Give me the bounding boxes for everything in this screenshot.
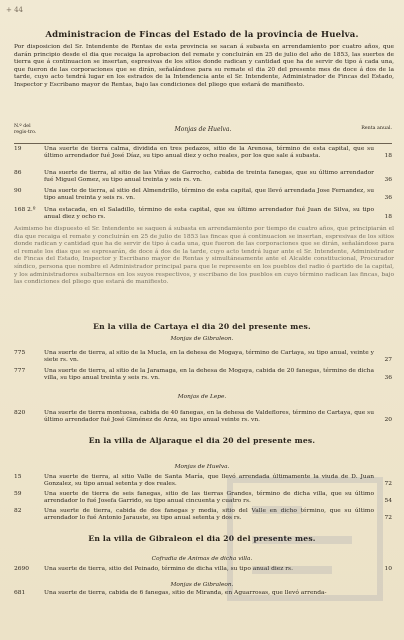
second-paragraph: Asimismo he dispuesto el Sr. Intendente se saquen á subasta en arrendamiento por tiempo de cuatro años, que principiarán el dia que recaiga el remate y concluirán en 25 de julio de 1853 las fincas que á continuacion se insertan, espresivas de los sitios donde radican y cantidad que ha de servir de tipo á cada una, que fueron de las corporaciones que se dirán, señalándose para el remate los dias que se espresarán, de doce á dos de la tarde, cuyo acto tendrá lugar ante el Sr. Intendente, Administrador de Fincas del Estado, Inspector y Escribano mayor de Rentas y simultáneamente ante el Alcalde constitucional, Procurador síndico, persona que nombre el Administrador principal para que le represente en los pueblos del radio ó partido de la capital, y los administradores subalternos en los suyos respectivos, y escribano de los pueblos en cuyo término radican las fincas, bajo las condiciones del pliego que estará de manifiesto. <box>14 226 394 286</box>
list-item <box>14 188 392 203</box>
entry-number: 681 <box>14 590 26 596</box>
section-title-aljaraque: En la villa de Aljaraque el dia 20 del presente mes. <box>88 436 316 445</box>
entry-rent: 20 <box>384 417 392 424</box>
entry-number: 2690 <box>14 566 29 572</box>
list-item <box>14 410 392 425</box>
list-item <box>14 146 392 161</box>
entry-number: 775 <box>14 350 26 356</box>
entry-number: 15 <box>14 474 22 480</box>
entry-rent: 18 <box>384 214 392 221</box>
entry-rent: 36 <box>384 375 392 382</box>
library-watermark <box>222 470 392 610</box>
page-title: Administracion de Fincas del Estado de la provincia de Huelva. <box>45 30 359 40</box>
entry-text: Una suerte de tierra, cabida de dos fanegas y media, sitio del Valle en dicho término, que su último arrendador lo fué Antonio Jarauste, su tipo anual setenta y dos rs. <box>44 508 374 522</box>
intro-paragraph: Por disposicion del Sr. Intendente de Rentas de esta provincia se sacan á subasta en arrendamiento por cuatro años, que darán principio desde el dia que recaiga la aprobacion del remate y concluirán en 25 de julio del año de 1853, las suertes de tierra que á continuacion se insertan, espresivas de los sitios donde radican y cantidad que ha de servir de tipo á cada una, que fueron de las corporaciones que se dirán, señalándose para su remate el dia 20 del presente mes de doce á dos de la tarde, cuyo acto tendrá lugar en los estrados de la Intendencia ante el Sr. Intendente, Administrador de Fincas del Estado, Inspector y Escribano mayor de Rentas, bajo las condiciones del pliego que estará de manifiesto. <box>14 44 394 88</box>
header-registry-number: N.º del regis-tro. <box>14 124 37 135</box>
entry-number: 90 <box>14 188 22 194</box>
entry-rent: 10 <box>384 566 392 572</box>
entry-text: Una suerte de tierra, sitio del Peinado, término de dicha villa, su tipo anual diez rs. <box>44 566 293 572</box>
entry-rent: 18 <box>384 153 392 160</box>
entry-rent: 36 <box>384 195 392 202</box>
entry-text: Una suerte de tierra, al sitio del Almendrillo, término de esta capital, que llevó arrendada Jose Fernandez, su tipo anual treinta y seis rs. vn. <box>44 188 374 202</box>
entry-text: Una suerte de tierra, al sitio de la Mucla, en la dehesa de Mogaya, término de Cartaya, su tipo anual, veinte y siete rs. vn. <box>44 350 374 364</box>
entry-text: Una suerte de tierra, cabida de 6 fanegas, sitio de Miranda, en Aguarrosas, que llevó arrenda- <box>44 590 327 596</box>
section-subtitle: Monjas de Gibraleon. <box>170 582 234 588</box>
list-item <box>14 170 392 185</box>
entry-text: Una suerte de tierra, al sitio Valle de Santa María, que llevó arrendada últimamente la viuda de D. Juan Gonzalez, su tipo anual setenta y dos reales. <box>44 474 374 488</box>
section-subtitle: Monjas de Huelva. <box>174 464 230 470</box>
entry-rent: 54 <box>384 498 392 505</box>
header-owner: Monjas de Huelva. <box>174 126 232 133</box>
entry-number: 168 2.º <box>14 207 36 213</box>
header-annual-rent: Renta anual. <box>361 126 392 131</box>
list-item <box>14 368 392 383</box>
entry-text: Una suerte de tierra, al sitio de las Viñas de Garrocho, cabida de treinta fanegas, que su último arrendador fué Miguel Gomez, su tipo anual treinta y seis rs. vn. <box>44 170 374 184</box>
section-title-cartaya: En la villa de Cartaya el dia 20 del presente mes. <box>93 322 311 331</box>
watermark-emblem-icon <box>222 470 392 610</box>
entry-text: Una suerte de tierra calma, dividida en tres pedazos, sitio de la Arenosa, término de esta capital, que su último arrendador fué José Díaz, su tipo anual diez y ocho reales, por los que sale á subasta. <box>44 146 374 160</box>
archive-mark: + 44 <box>6 6 23 14</box>
section-title-gibraleon: En la villa de Gibraleon el dia 20 del presente mes. <box>88 534 316 543</box>
entry-rent: 36 <box>384 177 392 184</box>
entry-text: Una suerte de tierra de seis fanegas, sitio de las tierras Grandes, término de dicha villa, que su último arrendador lo fué Josefa Garrido, su tipo anual cincuenta y cuatro rs. <box>44 491 374 505</box>
entry-number: 777 <box>14 368 26 374</box>
entry-rent: 72 <box>384 481 392 488</box>
list-item <box>14 350 392 365</box>
section-subtitle: Cofradia de Animas de dicha villa. <box>151 556 253 562</box>
entry-number: 820 <box>14 410 26 416</box>
entry-number: 82 <box>14 508 22 514</box>
entry-text: Una estacada, en el Saladillo, término de esta capital, que su último arrendador fué Juan de Silva, su tipo anual diez y ocho rs. <box>44 207 374 221</box>
entry-number: 86 <box>14 170 22 176</box>
entry-number: 59 <box>14 491 22 497</box>
entry-rent: 27 <box>384 357 392 364</box>
entry-rent: 72 <box>384 515 392 522</box>
section-subtitle: Monjas de Lepe. <box>177 394 227 400</box>
table-header <box>14 124 392 142</box>
entry-number: 19 <box>14 146 22 152</box>
header-rule <box>14 143 392 144</box>
section-subtitle: Monjas de Gibraleon. <box>170 336 234 342</box>
entry-text: Una suerte de tierra montuosa, cabida de 40 fanegas, en la dehesa de Valdeflores, término de Cartaya, que su último arrendador fué José Giménez de Arza, su tipo anual veinte rs. vn. <box>44 410 374 424</box>
entry-text: Una suerte de tierra, al sitio de la Jaramaga, en la dehesa de Mogaya, cabida de 20 fanegas, término de dicha villa, su tipo anual treinta y seis rs. vn. <box>44 368 374 382</box>
list-item <box>14 207 392 222</box>
